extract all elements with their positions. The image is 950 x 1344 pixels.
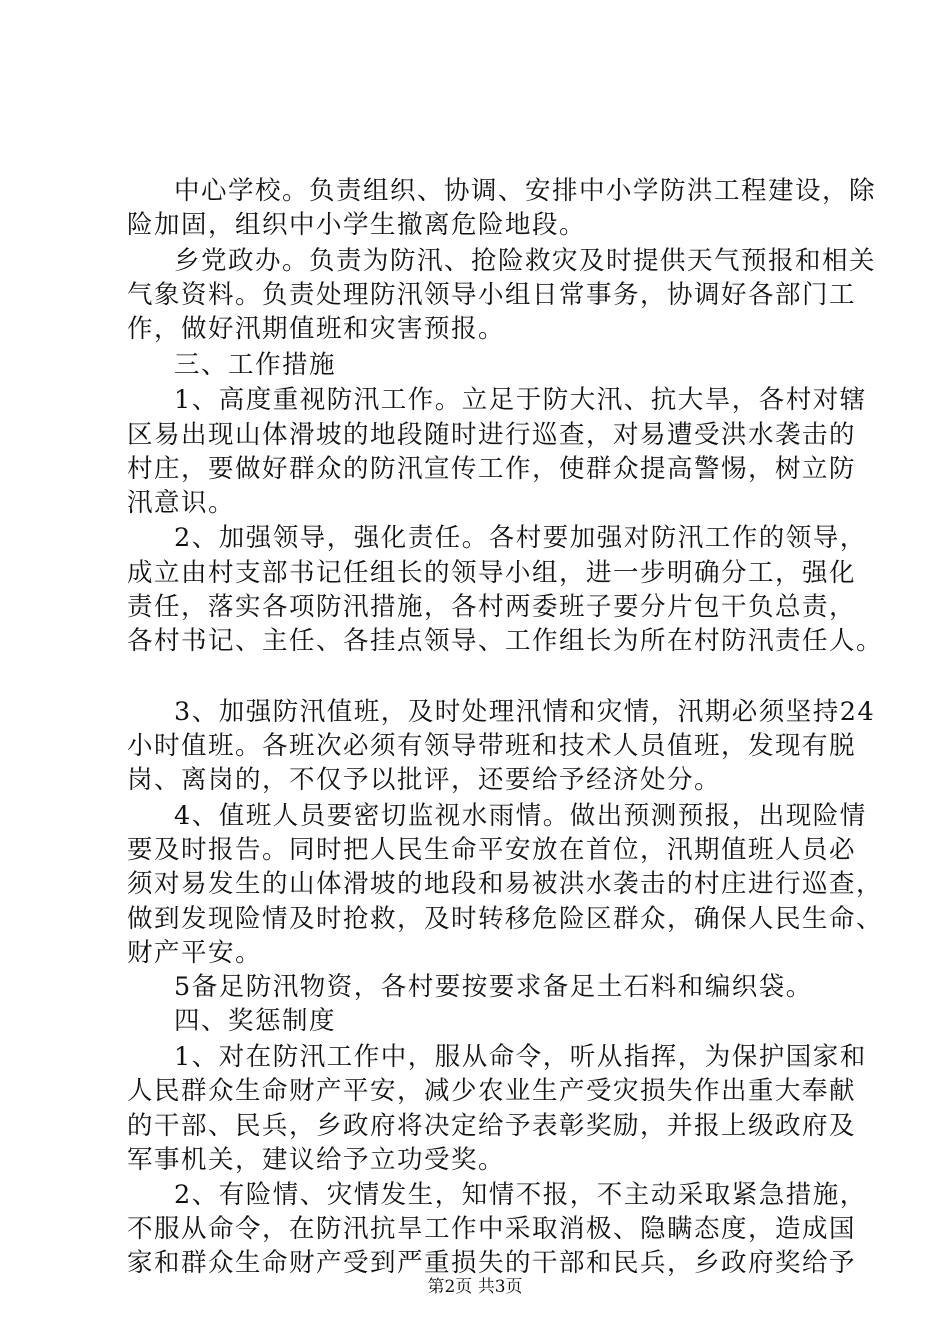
page-number: 第2页 共3页 <box>427 1277 523 1297</box>
text-line: 的干部、民兵，乡政府将决定给予表彰奖励，并报上级政府及 <box>127 1111 857 1141</box>
text-line: 1、对在防汛工作中，服从命令，听从指挥，为保护国家和 <box>174 1042 867 1072</box>
text-line: 须对易发生的山体滑坡的地段和易被洪水袭击的村庄进行巡查， <box>127 869 884 899</box>
text-line: 气象资料。负责处理防汛领导小组日常事务，协调好各部门工 <box>127 280 857 310</box>
text-line: 不服从命令，在防汛抗旱工作中采取消极、隐瞒态度，造成国 <box>127 1214 857 1244</box>
text-line: 村庄，要做好群众的防汛宣传工作，使群众提高警惕，树立防 <box>127 454 857 484</box>
text-line: 中心学校。负责组织、协调、安排中小学防洪工程建设，除 <box>174 176 877 206</box>
text-line: 军事机关，建议给予立功受奖。 <box>127 1145 506 1175</box>
text-line: 成立由村支部书记任组长的领导小组，进一步明确分工，强化 <box>127 558 857 588</box>
text-line: 2、加强领导，强化责任。各村要加强对防汛工作的领导， <box>174 523 867 553</box>
text-line: 小时值班。各班次必须有领导带班和技术人员值班，发现有脱 <box>127 731 857 761</box>
text-line: 各村书记、主任、各挂点领导、工作组长为所在村防汛责任人。 <box>127 626 884 656</box>
text-line: 3、加强防汛值班，及时处理汛情和灾情，汛期必须坚持24 <box>174 697 876 727</box>
text-line: 区易出现山体滑坡的地段随时进行巡查，对易遭受洪水袭击的 <box>127 420 857 450</box>
text-line: 险加固，组织中小学生撤离危险地段。 <box>127 210 587 240</box>
text-line: 做到发现险情及时抢救，及时转移危险区群众，确保人民生命、 <box>127 904 884 934</box>
text-line: 5备足防汛物资，各村要按要求备足土石料和编织袋。 <box>174 972 813 1002</box>
text-line: 家和群众生命财产受到严重损失的干部和民兵，乡政府奖给予 <box>127 1248 857 1278</box>
text-line: 责任，落实各项防汛措施，各村两委班子要分片包干负总责， <box>127 592 857 622</box>
text-line: 作，做好汛期值班和灾害预报。 <box>127 314 506 344</box>
text-line: 要及时报告。同时把人民生命平安放在首位，汛期值班人员必 <box>127 835 857 865</box>
text-line: 岗、离岗的，不仅予以批评，还要给予经济处分。 <box>127 765 722 795</box>
section-heading: 四、奖惩制度 <box>174 1006 337 1036</box>
text-line: 人民群众生命财产平安，减少农业生产受灾损失作出重大奉献 <box>127 1076 857 1106</box>
text-line: 汛意识。 <box>127 488 236 518</box>
text-line: 4、值班人员要密切监视水雨情。做出预测预报，出现险情 <box>174 801 867 831</box>
text-line: 乡党政办。负责为防汛、抢险救灾及时提供天气预报和相关 <box>174 246 877 276</box>
section-heading: 三、工作措施 <box>174 350 337 380</box>
text-line: 财产平安。 <box>127 938 263 968</box>
text-line: 2、有险情、灾情发生，知情不报，不主动采取紧急措施， <box>174 1180 867 1210</box>
text-line: 1、高度重视防汛工作。立足于防大汛、抗大旱，各村对辖 <box>174 385 867 415</box>
